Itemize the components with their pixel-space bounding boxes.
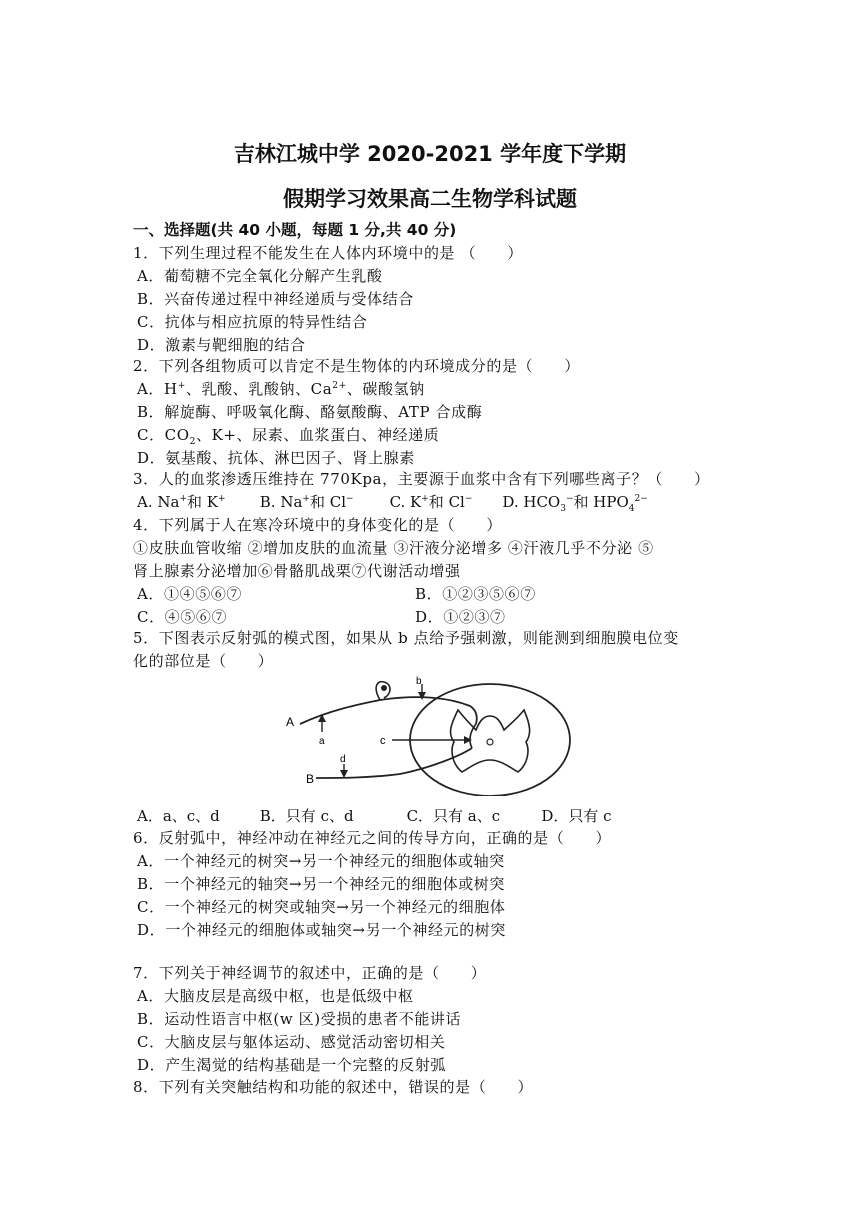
question-8-stem: 8．下列有关突触结构和功能的叙述中，错误的是（ ）	[133, 1078, 534, 1096]
question-6-stem: 6．反射弧中，神经冲动在神经元之间的传导方向，正确的是（ ）	[133, 829, 612, 847]
question-3-option-b: B. Na+和 Cl−	[259, 493, 354, 511]
question-7-option-a: A．大脑皮层是高级中枢，也是低级中枢	[137, 987, 414, 1005]
label-c: c	[380, 735, 386, 747]
question-7-option-b: B．运动性语言中枢(w 区)受损的患者不能讲话	[137, 1010, 462, 1028]
question-3-option-c: C. K+和 Cl−	[389, 493, 473, 511]
question-1-option-d: D．激素与靶细胞的结合	[137, 336, 306, 354]
question-4-option-d: D．①②③⑦	[415, 608, 506, 626]
ganglion-cell	[381, 685, 387, 691]
question-1-option-a: A．葡萄糖不完全氧化分解产生乳酸	[137, 267, 383, 285]
question-2-option-d: D．氨基酸、抗体、淋巴因子、肾上腺素	[137, 449, 415, 467]
question-5-option-c: C．只有 a、c	[406, 807, 501, 825]
question-6-option-b: B．一个神经元的轴突→另一个神经元的细胞体或树突	[137, 875, 505, 893]
afferent-nerve	[300, 697, 477, 724]
question-4-option-b: B．①②③⑤⑥⑦	[415, 585, 536, 603]
question-2-option-b: B．解旋酶、呼吸氧化酶、酪氨酸酶、ATP 合成酶	[137, 403, 483, 421]
question-1-stem: 1．下列生理过程不能发生在人体内环境中的是 （ ）	[133, 244, 523, 262]
label-A: A	[286, 715, 295, 729]
section-heading: 一、选择题(共 40 小题，每题 1 分,共 40 分)	[133, 221, 457, 239]
interneuron	[470, 724, 476, 748]
question-5-option-b: B．只有 c、d	[259, 807, 354, 825]
question-4-stem: 4．下列属于人在寒冷环境中的身体变化的是（ ）	[133, 516, 502, 534]
question-4-list-line-1: ①皮肤血管收缩 ②增加皮肤的血流量 ③汗液分泌增多 ④汗液几乎不分泌 ⑤	[133, 539, 654, 557]
question-7-stem: 7．下列关于神经调节的叙述中，正确的是（ ）	[133, 964, 487, 982]
arrow-b-head	[418, 692, 426, 700]
question-4-list-line-2: 肾上腺素分泌增加⑥骨骼肌战栗⑦代谢活动增强	[133, 562, 461, 580]
question-5-options	[137, 805, 612, 826]
exam-title: 吉林江城中学 2020-2021 学年度下学期	[233, 142, 627, 166]
question-3-stem: 3．人的血浆渗透压维持在 770Kpa，主要源于血浆中含有下列哪些离子？（ ）	[133, 470, 710, 488]
question-5-stem-line-1: 5．下图表示反射弧的模式图，如果从 b 点给予强刺激，则能测到细胞膜电位变	[133, 629, 679, 647]
question-6-option-a: A．一个神经元的树突→另一个神经元的细胞体或轴突	[137, 852, 505, 870]
question-5-stem-line-2: 化的部位是（ ）	[133, 652, 274, 670]
question-1-option-b: B．兴奋传递过程中神经递质与受体结合	[137, 290, 414, 308]
question-6-option-d: D．一个神经元的细胞体或轴突→另一个神经元的树突	[137, 921, 506, 939]
exam-subtitle: 假期学习效果高二生物学科试题	[283, 187, 577, 211]
central-canal	[487, 739, 493, 745]
question-2-option-c: C．$CO_2$、K+、尿素、血浆蛋白、神经递质	[137, 426, 440, 447]
grey-matter-outline	[451, 710, 530, 772]
question-7-option-c: C．大脑皮层与躯体运动、感觉活动密切相关	[137, 1033, 446, 1051]
question-3-option-d: D. $HCO_3^-$和 $HPO_4^{2-}$	[502, 493, 648, 514]
label-B: B	[306, 772, 315, 786]
question-3-options	[137, 491, 648, 514]
question-4-option-a: A．①④⑤⑥⑦	[137, 585, 243, 603]
question-7-option-d: D．产生渴觉的结构基础是一个完整的反射弧	[137, 1056, 447, 1074]
reflex-arc-diagram	[280, 676, 600, 796]
question-1-option-c: C．抗体与相应抗原的特异性结合	[137, 313, 368, 331]
question-5-option-a: A．a、c、d	[137, 807, 220, 825]
label-a: a	[319, 736, 325, 747]
question-4-option-c: C．④⑤⑥⑦	[137, 608, 228, 626]
label-b: b	[416, 676, 422, 687]
label-d: d	[340, 754, 346, 765]
question-2-option-a: A．H+、乳酸、乳酸钠、$Ca^{2+}$、碳酸氢钠	[137, 380, 425, 398]
question-6-option-c: C．一个神经元的树突或轴突→另一个神经元的细胞体	[137, 898, 506, 916]
question-2-stem: 2．下列各组物质可以肯定不是生物体的内环境成分的是（ ）	[133, 357, 580, 375]
question-5-option-d: D．只有 c	[541, 807, 612, 825]
question-3-option-a: A. Na+和 K+	[137, 493, 226, 511]
